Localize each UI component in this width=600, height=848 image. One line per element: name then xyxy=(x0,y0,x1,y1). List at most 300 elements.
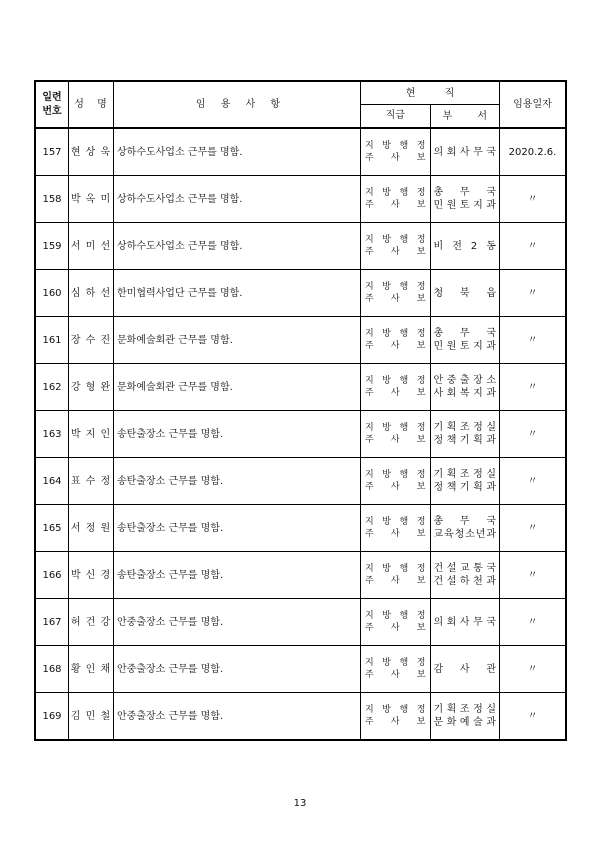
text-glyph: 정 xyxy=(416,611,426,621)
text-glyph: 예 xyxy=(459,717,470,728)
page-number: 13 xyxy=(293,798,307,809)
text-glyph: 지 xyxy=(365,658,374,668)
text-glyph: 조 xyxy=(459,469,470,480)
text-glyph: 방 xyxy=(382,329,391,339)
row-serial-no: 159 xyxy=(35,223,69,270)
row-serial-no: 160 xyxy=(35,270,69,317)
text-glyph: 획 xyxy=(446,422,457,433)
text-glyph: 문 xyxy=(433,717,444,728)
row-serial-no: 165 xyxy=(35,505,69,552)
row-department-line xyxy=(431,387,500,400)
row-department-line xyxy=(431,186,500,199)
row-grade-line xyxy=(361,622,430,634)
text-glyph: 주 xyxy=(365,717,374,727)
text-glyph: 획 xyxy=(446,704,457,715)
text-glyph: 청 xyxy=(433,287,444,299)
row-grade-line xyxy=(361,422,430,434)
row-appointment: 송탄출장소 근무를 명함. xyxy=(114,505,361,552)
header-department: 부 서 xyxy=(430,105,500,129)
text-glyph: 주 xyxy=(365,388,374,398)
row-name: 표 수 정 xyxy=(69,458,114,505)
text-glyph: 보 xyxy=(416,247,426,257)
text-glyph: 보 xyxy=(416,153,426,163)
row-grade-line xyxy=(361,610,430,622)
text-glyph: 방 xyxy=(382,376,391,386)
row-date: 〃 xyxy=(500,270,567,317)
row-grade-line xyxy=(361,657,430,669)
text-glyph: 년 xyxy=(475,529,486,540)
row-department xyxy=(430,317,500,364)
appointment-table xyxy=(34,80,567,741)
text-glyph: 조 xyxy=(459,422,470,433)
row-grade xyxy=(361,364,431,411)
header-appointment: 임 용 사 항 xyxy=(114,81,361,128)
text-glyph: 과 xyxy=(486,529,496,540)
row-name: 강 형 완 xyxy=(69,364,114,411)
text-glyph: 과 xyxy=(486,341,496,352)
text-glyph: 사 xyxy=(459,146,470,158)
text-glyph: 사 xyxy=(390,670,400,680)
row-date: 〃 xyxy=(500,223,567,270)
text-glyph: 중 xyxy=(446,375,457,386)
text-glyph: 과 xyxy=(486,717,496,728)
row-name: 장 수 진 xyxy=(69,317,114,364)
text-glyph: 방 xyxy=(382,611,391,621)
text-glyph: 방 xyxy=(382,564,391,574)
row-date: 〃 xyxy=(500,505,567,552)
table-row xyxy=(35,270,566,317)
text-glyph: 주 xyxy=(365,576,374,586)
text-glyph: 기 xyxy=(459,435,470,446)
text-glyph: 책 xyxy=(446,435,457,446)
text-glyph: 보 xyxy=(416,341,426,351)
text-glyph: 국 xyxy=(486,563,496,574)
text-glyph: 행 xyxy=(399,517,409,527)
text-glyph: 보 xyxy=(416,200,426,210)
text-glyph: 방 xyxy=(382,517,391,527)
row-grade-line xyxy=(361,563,430,575)
row-department-line xyxy=(431,703,500,716)
row-appointment: 송탄출장소 근무를 명함. xyxy=(114,552,361,599)
row-appointment: 상하수도사업소 근무를 명함. xyxy=(114,223,361,270)
row-appointment: 문화예술회관 근무를 명함. xyxy=(114,317,361,364)
text-glyph: 소 xyxy=(465,529,475,540)
row-date: 2020.2.6. xyxy=(500,128,567,176)
row-date: 〃 xyxy=(500,599,567,646)
text-glyph: 정 xyxy=(416,376,426,386)
text-glyph: 방 xyxy=(382,705,391,715)
row-grade-line xyxy=(361,187,430,199)
text-glyph: 지 xyxy=(365,188,374,198)
text-glyph: 과 xyxy=(486,576,496,587)
row-grade-line xyxy=(361,246,430,258)
row-grade xyxy=(361,552,431,599)
text-glyph: 통 xyxy=(473,563,483,574)
row-date: 〃 xyxy=(500,364,567,411)
text-glyph: 행 xyxy=(399,282,409,292)
text-glyph: 기 xyxy=(433,422,444,433)
text-glyph: 정 xyxy=(416,705,426,715)
row-department xyxy=(430,693,500,741)
text-glyph: 무 xyxy=(459,328,470,339)
text-glyph: 건 xyxy=(433,563,444,574)
row-grade-line xyxy=(361,328,430,340)
text-glyph: 교 xyxy=(459,563,470,574)
text-glyph: 방 xyxy=(382,188,391,198)
text-glyph: 정 xyxy=(473,704,483,715)
row-appointment: 송탄출장소 근무를 명함. xyxy=(114,458,361,505)
text-glyph: 교 xyxy=(433,529,444,540)
text-glyph: 주 xyxy=(365,153,374,163)
row-grade-line xyxy=(361,434,430,446)
text-glyph: 사 xyxy=(390,529,400,539)
text-glyph: 정 xyxy=(416,470,426,480)
text-glyph: 민 xyxy=(433,341,444,352)
row-date: 〃 xyxy=(500,458,567,505)
text-glyph: 사 xyxy=(390,435,400,445)
row-department-line xyxy=(431,146,500,159)
text-glyph: 주 xyxy=(365,623,374,633)
text-glyph: 육 xyxy=(444,529,454,540)
row-department-line xyxy=(431,528,500,541)
row-department-line xyxy=(431,515,500,528)
text-glyph: 행 xyxy=(399,705,409,715)
text-glyph: 하 xyxy=(459,576,470,587)
row-department-line xyxy=(431,421,500,434)
table-row xyxy=(35,646,566,693)
row-name: 현 상 욱 xyxy=(69,128,114,176)
row-grade-line xyxy=(361,387,430,399)
text-glyph: 주 xyxy=(365,200,374,210)
row-grade xyxy=(361,317,431,364)
header-grade: 직급 xyxy=(361,105,431,129)
text-glyph: 보 xyxy=(416,529,426,539)
text-glyph: 행 xyxy=(399,329,409,339)
row-grade-line xyxy=(361,575,430,587)
text-glyph: 회 xyxy=(446,616,457,628)
text-glyph: 지 xyxy=(365,611,374,621)
text-glyph: 건 xyxy=(433,576,444,587)
text-glyph: 정 xyxy=(433,482,444,493)
text-glyph: 조 xyxy=(459,704,470,715)
header-serial-no-line2: 번호 xyxy=(42,105,62,117)
text-glyph: 정 xyxy=(416,329,426,339)
row-serial-no: 167 xyxy=(35,599,69,646)
text-glyph: 북 xyxy=(459,287,470,299)
text-glyph: 정 xyxy=(416,564,426,574)
text-glyph: 사 xyxy=(390,294,400,304)
row-serial-no: 169 xyxy=(35,693,69,741)
text-glyph: 원 xyxy=(446,341,457,352)
text-glyph: 획 xyxy=(473,482,483,493)
text-glyph: 주 xyxy=(365,247,374,257)
text-glyph: 민 xyxy=(433,200,444,211)
text-glyph: 실 xyxy=(486,422,496,433)
table-row xyxy=(35,552,566,599)
text-glyph: 토 xyxy=(459,200,470,211)
row-name: 황 인 채 xyxy=(69,646,114,693)
text-glyph: 지 xyxy=(365,235,374,245)
row-date: 〃 xyxy=(500,646,567,693)
text-glyph: 방 xyxy=(382,282,391,292)
text-glyph: 기 xyxy=(433,469,444,480)
appointment-table-wrapper xyxy=(34,80,567,741)
text-glyph: 장 xyxy=(473,375,483,386)
row-grade-line xyxy=(361,375,430,387)
row-department-line xyxy=(431,327,500,340)
row-grade-line xyxy=(361,152,430,164)
row-department-line xyxy=(431,434,500,447)
text-glyph: 사 xyxy=(390,247,400,257)
row-department-line xyxy=(431,562,500,575)
row-appointment: 한미협력사업단 근무를 명함. xyxy=(114,270,361,317)
text-glyph: 사 xyxy=(390,388,400,398)
row-serial-no: 161 xyxy=(35,317,69,364)
text-glyph: 출 xyxy=(459,375,470,386)
text-glyph: 행 xyxy=(399,658,409,668)
text-glyph: 감 xyxy=(433,663,444,675)
table-row xyxy=(35,223,566,270)
row-grade-line xyxy=(361,281,430,293)
text-glyph: 무 xyxy=(459,516,470,527)
text-glyph: 정 xyxy=(416,423,426,433)
text-glyph: 정 xyxy=(416,141,426,151)
row-grade-line xyxy=(361,528,430,540)
row-serial-no: 158 xyxy=(35,176,69,223)
text-glyph: 지 xyxy=(365,705,374,715)
row-name: 박 옥 미 xyxy=(69,176,114,223)
text-glyph: 행 xyxy=(399,376,409,386)
text-glyph: 지 xyxy=(365,564,374,574)
text-glyph: 무 xyxy=(473,146,483,158)
text-glyph: 실 xyxy=(486,704,496,715)
text-glyph: 국 xyxy=(486,187,496,198)
row-department-line xyxy=(431,240,500,253)
row-grade xyxy=(361,693,431,741)
text-glyph: 행 xyxy=(399,423,409,433)
row-date: 〃 xyxy=(500,317,567,364)
text-glyph: 정 xyxy=(433,435,444,446)
text-glyph: 과 xyxy=(486,200,496,211)
row-grade xyxy=(361,176,431,223)
text-glyph: 의 xyxy=(433,146,444,158)
text-glyph: 방 xyxy=(382,423,391,433)
row-grade-line xyxy=(361,704,430,716)
text-glyph: 보 xyxy=(416,623,426,633)
row-department xyxy=(430,646,500,693)
text-glyph: 지 xyxy=(473,200,483,211)
row-department xyxy=(430,364,500,411)
text-glyph: 주 xyxy=(365,670,374,680)
row-grade xyxy=(361,411,431,458)
row-grade xyxy=(361,458,431,505)
header-serial-no xyxy=(35,81,69,128)
row-department-line xyxy=(431,287,500,300)
table-row xyxy=(35,364,566,411)
row-appointment: 문화예술회관 근무를 명함. xyxy=(114,364,361,411)
row-appointment: 상하수도사업소 근무를 명함. xyxy=(114,176,361,223)
text-glyph: 지 xyxy=(365,141,374,151)
text-glyph: 획 xyxy=(473,435,483,446)
text-glyph: 보 xyxy=(416,388,426,398)
row-grade xyxy=(361,128,431,176)
header-row-top xyxy=(35,81,566,105)
text-glyph: 의 xyxy=(433,616,444,628)
text-glyph: 정 xyxy=(473,422,483,433)
text-glyph: 주 xyxy=(365,341,374,351)
row-department xyxy=(430,411,500,458)
row-grade-line xyxy=(361,234,430,246)
header-serial-no-line1: 일련 xyxy=(42,91,62,103)
row-grade-line xyxy=(361,669,430,681)
text-glyph: 방 xyxy=(382,141,391,151)
text-glyph: 화 xyxy=(446,717,457,728)
text-glyph: 과 xyxy=(486,435,496,446)
row-appointment: 안중출장소 근무를 명함. xyxy=(114,693,361,741)
text-glyph: 행 xyxy=(399,611,409,621)
text-glyph: 회 xyxy=(446,388,457,399)
header-current: 현 직 xyxy=(361,81,500,105)
row-department-line xyxy=(431,374,500,387)
text-glyph: 총 xyxy=(433,328,444,339)
row-grade xyxy=(361,646,431,693)
text-glyph: 천 xyxy=(473,576,483,587)
row-serial-no: 157 xyxy=(35,128,69,176)
text-glyph: 사 xyxy=(390,153,400,163)
text-glyph: 획 xyxy=(446,469,457,480)
text-glyph: 과 xyxy=(486,482,496,493)
row-serial-no: 168 xyxy=(35,646,69,693)
text-glyph: 술 xyxy=(473,717,483,728)
table-row xyxy=(35,505,566,552)
text-glyph: 기 xyxy=(459,482,470,493)
row-department xyxy=(430,128,500,176)
text-glyph: 정 xyxy=(416,658,426,668)
row-appointment: 안중출장소 근무를 명함. xyxy=(114,646,361,693)
text-glyph: 청 xyxy=(454,529,465,540)
row-department-line xyxy=(431,468,500,481)
text-glyph: 사 xyxy=(390,200,400,210)
row-grade-line xyxy=(361,293,430,305)
table-row xyxy=(35,458,566,505)
text-glyph: 전 xyxy=(452,240,462,252)
text-glyph: 주 xyxy=(365,435,374,445)
text-glyph: 실 xyxy=(486,469,496,480)
text-glyph: 정 xyxy=(416,282,426,292)
row-department xyxy=(430,458,500,505)
text-glyph: 사 xyxy=(433,388,444,399)
row-date: 〃 xyxy=(500,411,567,458)
row-department xyxy=(430,223,500,270)
text-glyph: 국 xyxy=(486,146,496,158)
row-department-line xyxy=(431,481,500,494)
text-glyph: 사 xyxy=(390,717,400,727)
text-glyph: 책 xyxy=(446,482,457,493)
text-glyph: 국 xyxy=(486,616,496,628)
text-glyph: 설 xyxy=(446,563,457,574)
text-glyph: 보 xyxy=(416,576,426,586)
table-row xyxy=(35,317,566,364)
table-row xyxy=(35,693,566,741)
text-glyph: 행 xyxy=(399,470,409,480)
text-glyph: 지 xyxy=(365,423,374,433)
row-name: 심 하 선 xyxy=(69,270,114,317)
text-glyph: 방 xyxy=(382,235,391,245)
text-glyph: 총 xyxy=(433,516,444,527)
row-grade xyxy=(361,223,431,270)
row-grade-line xyxy=(361,140,430,152)
text-glyph: 무 xyxy=(459,187,470,198)
text-glyph: 사 xyxy=(459,616,470,628)
row-serial-no: 162 xyxy=(35,364,69,411)
row-department xyxy=(430,270,500,317)
row-appointment: 안중출장소 근무를 명함. xyxy=(114,599,361,646)
text-glyph: 보 xyxy=(416,294,426,304)
row-name: 김 민 철 xyxy=(69,693,114,741)
row-serial-no: 163 xyxy=(35,411,69,458)
text-glyph: 보 xyxy=(416,717,426,727)
text-glyph: 행 xyxy=(399,564,409,574)
row-name: 서 정 원 xyxy=(69,505,114,552)
row-grade-line xyxy=(361,469,430,481)
text-glyph: 보 xyxy=(416,482,426,492)
text-glyph: 지 xyxy=(473,341,483,352)
text-glyph: 토 xyxy=(459,341,470,352)
row-department-line xyxy=(431,340,500,353)
text-glyph: 행 xyxy=(399,141,409,151)
text-glyph: 정 xyxy=(473,469,483,480)
text-glyph: 소 xyxy=(486,375,496,386)
header-name: 성 명 xyxy=(69,81,114,128)
text-glyph: 지 xyxy=(473,388,483,399)
text-glyph: 정 xyxy=(416,517,426,527)
row-grade-line xyxy=(361,199,430,211)
text-glyph: 사 xyxy=(390,482,400,492)
row-grade xyxy=(361,599,431,646)
row-name: 박 신 경 xyxy=(69,552,114,599)
text-glyph: 지 xyxy=(365,376,374,386)
text-glyph: 복 xyxy=(459,388,470,399)
text-glyph: 기 xyxy=(433,704,444,715)
table-row xyxy=(35,599,566,646)
text-glyph: 행 xyxy=(399,188,409,198)
text-glyph: 사 xyxy=(390,623,400,633)
text-glyph: 설 xyxy=(446,576,457,587)
row-grade-line xyxy=(361,340,430,352)
header-date: 임용일자 xyxy=(500,81,567,128)
row-department xyxy=(430,599,500,646)
text-glyph: 비 xyxy=(433,240,444,252)
row-serial-no: 164 xyxy=(35,458,69,505)
text-glyph: 원 xyxy=(446,200,457,211)
text-glyph: 사 xyxy=(459,663,470,675)
text-glyph: 과 xyxy=(486,388,496,399)
text-glyph: 동 xyxy=(486,240,496,252)
text-glyph: 지 xyxy=(365,517,374,527)
row-date: 〃 xyxy=(500,176,567,223)
text-glyph: 사 xyxy=(390,576,400,586)
row-department-line xyxy=(431,199,500,212)
text-glyph: 주 xyxy=(365,482,374,492)
row-grade-line xyxy=(361,516,430,528)
text-glyph: 주 xyxy=(365,294,374,304)
row-name: 박 지 인 xyxy=(69,411,114,458)
text-glyph: 지 xyxy=(365,282,374,292)
row-date: 〃 xyxy=(500,693,567,741)
row-grade-line xyxy=(361,481,430,493)
row-name: 허 건 강 xyxy=(69,599,114,646)
row-department-line xyxy=(431,663,500,676)
